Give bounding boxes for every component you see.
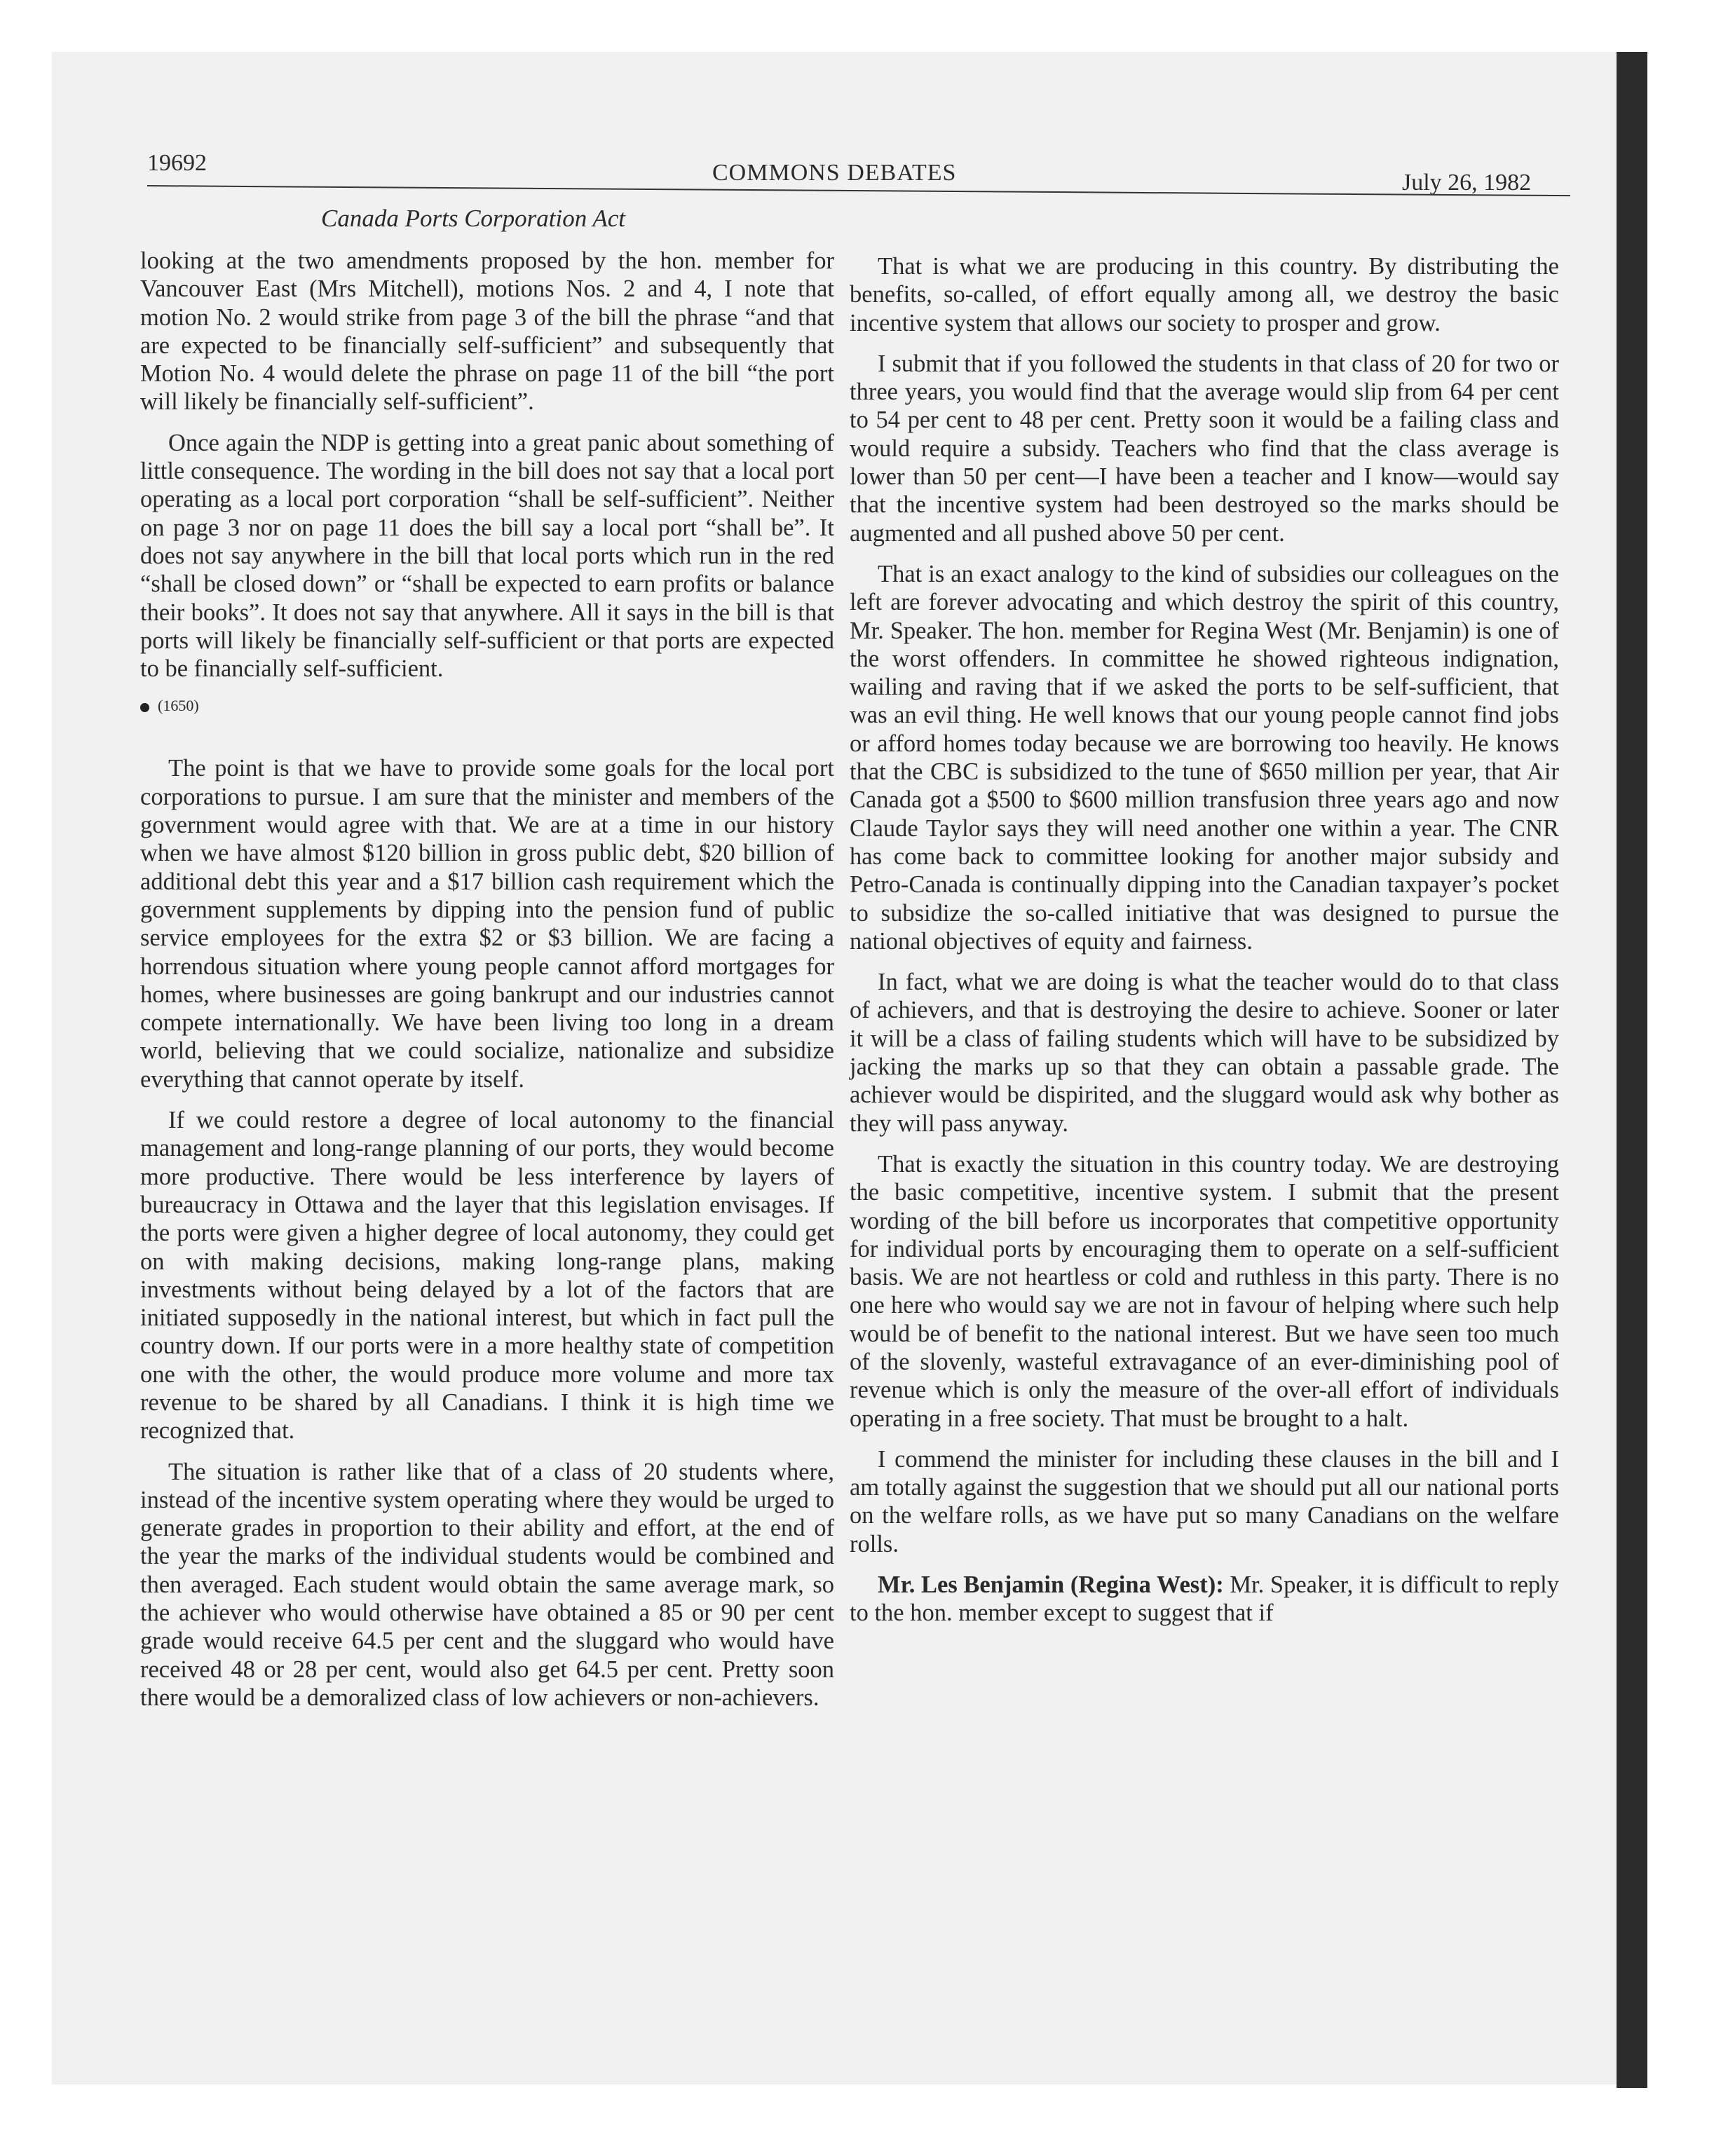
bullet-dot-icon: [140, 703, 149, 712]
right-column: [850, 252, 1559, 1640]
journal-title: COMMONS DEBATES: [712, 160, 957, 186]
publication-date: July 26, 1982: [1402, 170, 1532, 196]
paragraph: I commend the minister for including these clauses in the bill and I am totally against the suggestion that we should put all our national ports on the welfare rolls, as we have put so many Canadians on the welfare rolls.: [850, 1445, 1559, 1557]
paragraph: The point is that we have to provide some goals for the local port corporations to pursue. I am sure that the minister and members of the government would agree with that. We are at a time in our history when we have almost $120 billion in gross public debt, $20 billion of additional debt this year and a $17 billion cash requirement which the government supplements by dipping into the pension fund of public service employees for the extra $2 or $3 billion. We are facing a horrendous situation where young people cannot afford mortgages for homes, where businesses are going bankrupt and our industries cannot compete internationally. We have been living too long in a dream world, believing that we could socialize, nationalize and subsidize everything that cannot operate by itself.: [140, 755, 834, 1093]
paragraph: That is exactly the situation in this country today. We are destroying the basic competitive, incentive system. I submit that the present wording of the bill before us incorporates that competitive opportunity for individual ports by encouraging them to operate on a self-sufficient basis. We are not heartless or cold and ruthless in this party. There is no one here who would say we are not in favour of helping where such help would be of benefit to the national interest. But we have seen too much of the slovenly, wasteful extravagance of an ever-diminishing pool of revenue which is only the measure of the over-all effort of individuals operating in a free society. That must be brought to a halt.: [850, 1150, 1559, 1432]
speaker-name: Mr. Les Benjamin (Regina West):: [878, 1571, 1224, 1599]
paragraph: That is what we are producing in this country. By distributing the benefits, so-called, of effort equally among all, we destroy the basic incentive system that allows our society to prosper and grow.: [850, 253, 1559, 336]
act-subtitle: Canada Ports Corporation Act: [321, 205, 625, 232]
paragraph: looking at the two amendments proposed by the hon. member for Vancouver East (Mrs Mitchell), motions Nos. 2 and 4, I note that motion No. 2 would strike from page 3 of the bill the phrase “and that are expected to be financially self-sufficient” and subsequently that Motion No. 4 would delete the phrase on page 11 of the bill “the port will likely be financially self-sufficient”.: [140, 247, 834, 416]
page-number: 19692: [147, 150, 207, 176]
scan-edge-bar: [1617, 52, 1647, 2088]
paragraph: In fact, what we are doing is what the teacher would do to that class of achievers, and that is destroying the desire to achieve. Sooner or later it will be a class of failing students which will have to be subsidized by jacking the marks up so that they can obtain a passable grade. The achiever would be dispirited, and the sluggard would ask why bother as they will pass anyway.: [850, 969, 1559, 1137]
paragraph: Once again the NDP is getting into a great panic about something of little consequence. The wording in the bill does not say that a local port operating as a local port corporation “shall be self-sufficient”. Neither on page 3 nor on page 11 does the bill say a local port “shall be”. It does not say anywhere in the bill that local ports which run in the red “shall be closed down” or “shall be expected to earn profits or balance their books”. It does not say that anywhere. All it says in the bill is that ports will likely be financially self-sufficient or that ports are expected to be financially self-sufficient.: [140, 429, 834, 683]
paragraph: That is an exact analogy to the kind of subsidies our colleagues on the left are forever advocating and which destroy the spirit of this country, Mr. Speaker. The hon. member for Regina West (Mr. Benjamin) is one of the worst offenders. In committee he showed righteous indignation, wailing and raving that if we asked the ports to be self-sufficient, that was an evil thing. He well knows that our young people cannot find jobs or afford homes today because we are borrowing too heavily. He knows that the CBC is subsidized to the tune of $650 million per year, that Air Canada got a $500 to $600 million transfusion three years ago and now Claude Taylor says they will need another one within a year. The CNR has come back to committee looking for another major subsidy and Petro-Canada is continually dipping into the Canadian taxpayer’s pocket to subsidize the so-called initiative that was designed to pursue the national objectives of equity and fairness.: [850, 560, 1559, 955]
time-marker-text: (1650): [158, 697, 199, 715]
paragraph: I submit that if you followed the students in that class of 20 for two or three years, you would find that the average would slip from 64 per cent to 54 per cent to 48 per cent. Pretty soon it would be a failing class and would require a subsidy. Teachers who find that the class average is lower than 50 per cent—I have been a teacher and I know—would say that the incentive system had been destroyed so the marks should be augmented and all pushed above 50 per cent.: [850, 350, 1559, 547]
left-column: [140, 247, 834, 1724]
time-marker: [140, 695, 834, 716]
speaker-text: Mr. Speaker, it is difficult to reply to the hon. member except to suggest that if: [850, 1571, 1560, 1627]
paragraph: If we could restore a degree of local autonomy to the financial management and long-range planning of our ports, they would become more productive. There would be less interference by layers of bureaucracy in Ottawa and the layer that this legislation envisages. If the ports were given a higher degree of local autonomy, they could get on with making decisions, making long-range plans, making investments without being delayed by a lot of the factors that are initiated supposedly in the national interest, but which in fact pull the country down. If our ports were in a more healthy state of competition one with the other, the would produce more volume and more tax revenue to be shared by all Canadians. I think it is high time we recognized that.: [140, 1107, 834, 1445]
speaker-paragraph: [850, 1571, 1559, 1628]
paragraph: The situation is rather like that of a class of 20 students where, instead of the incentive system operating where they would be urged to generate grades in proportion to their ability and effort, at the end of the year the marks of the individual students would be combined and then averaged. Each student would obtain the same average mark, so the achiever who would otherwise have obtained a 85 or 90 per cent grade would receive 64.5 per cent and the sluggard who would have received 48 or 28 per cent, would also get 64.5 per cent. Pretty soon there would be a demoralized class of low achievers or non-achievers.: [140, 1458, 834, 1711]
